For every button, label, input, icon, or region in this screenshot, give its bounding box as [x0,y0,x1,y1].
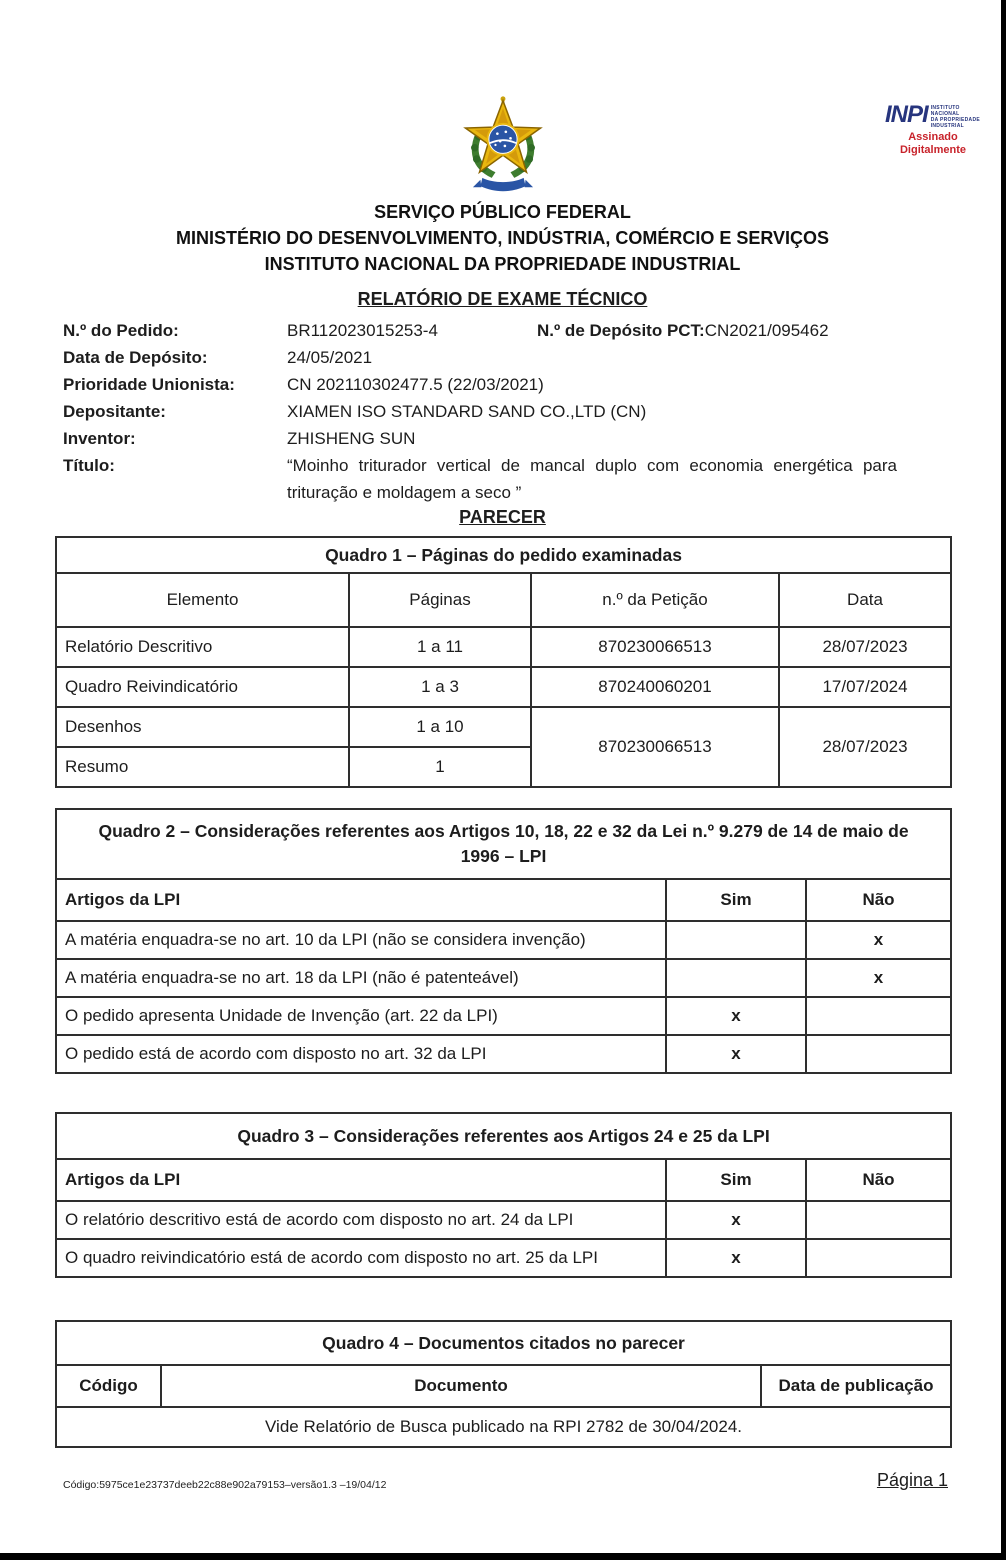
quadro1-title: Quadro 1 – Páginas do pedido examinadas [56,537,951,573]
org-line-ministry: MINISTÉRIO DO DESENVOLVIMENTO, INDÚSTRIA, COMÉRCIO E SERVIÇOS [175,228,830,248]
quadro1-table [55,536,952,788]
cell-search-report-note: Vide Relatório de Busca publicado na RPI 2782 de 30/04/2024. [56,1407,951,1447]
field-label-pct: N.º de Depósito PCT: [537,321,705,340]
cell-elemento: Quadro Reivindicatório [56,667,349,707]
scan-edge-bottom [0,1553,1006,1560]
table-row [56,1407,951,1447]
cell-sim: x [666,1201,806,1239]
col-header-data: Data [779,573,951,627]
cell-artigo: O pedido apresenta Unidade de Invenção (art. 22 da LPI) [56,997,666,1035]
quadro2-header-row [56,879,951,921]
field-label: Inventor: [63,429,136,448]
field-value: 24/05/2021 [287,348,373,367]
table-row [56,707,951,747]
cell-artigo: A matéria enquadra-se no art. 10 da LPI (não se considera invenção) [56,921,666,959]
col-header-artigos: Artigos da LPI [56,879,666,921]
inpi-logo [885,103,1006,157]
cell-peticao-merged: 870230066513 [531,707,779,787]
org-line-institute: INSTITUTO NACIONAL DA PROPRIEDADE INDUSTRIAL [264,254,741,274]
cell-paginas: 1 [349,747,531,787]
quadro1-header-row [56,573,951,627]
field-value-pct: CN2021/095462 [704,321,829,340]
cell-sim: x [666,997,806,1035]
cell-sim [666,959,806,997]
field-value: BR112023015253-4 [287,321,438,340]
field-value: “Moinho triturador vertical de mancal duplo com economia energética para trituração e moldagem a seco ” [287,456,897,502]
cell-nao [806,1035,951,1073]
field-label: Depositante: [63,402,166,421]
table-row [56,627,951,667]
cell-sim: x [666,1035,806,1073]
field-data-deposito [63,344,950,371]
table-row [56,1239,951,1277]
table-row [56,1201,951,1239]
cell-artigo: O quadro reivindicatório está de acordo com disposto no art. 25 da LPI [56,1239,666,1277]
field-inventor [63,425,950,452]
field-titulo [63,452,950,506]
cell-nao: x [806,959,951,997]
col-header-artigos: Artigos da LPI [56,1159,666,1201]
cell-artigo: O relatório descritivo está de acordo com disposto no art. 24 da LPI [56,1201,666,1239]
cell-sim: x [666,1239,806,1277]
field-prioridade [63,371,950,398]
digitally-signed-stamp: Assinado Digitalmente [899,131,966,156]
col-header-sim: Sim [666,879,806,921]
field-label: N.º do Pedido: [63,321,179,340]
page-footer [55,1470,950,1491]
quadro4-title: Quadro 4 – Documentos citados no parecer [56,1321,951,1365]
quadro3-title: Quadro 3 – Considerações referentes aos Artigos 24 e 25 da LPI [56,1113,951,1159]
report-title: RELATÓRIO DE EXAME TÉCNICO [357,289,648,309]
cell-elemento: Desenhos [56,707,349,747]
col-header-data-publicacao: Data de publicação [761,1365,951,1407]
field-value: CN 202110302477.5 (22/03/2021) [287,375,544,394]
cell-artigo: A matéria enquadra-se no art. 18 da LPI (não é patenteável) [56,959,666,997]
inpi-wordmark: INPI [885,101,928,128]
quadro3-header-row [56,1159,951,1201]
cell-data-merged: 28/07/2023 [779,707,951,787]
brazil-coat-of-arms-icon [456,95,550,193]
cell-sim [666,921,806,959]
field-depositante [63,398,950,425]
cell-nao [806,997,951,1035]
field-label: Prioridade Unionista: [63,375,235,394]
cell-elemento: Relatório Descritivo [56,627,349,667]
table-row [56,667,951,707]
col-header-nao: Não [806,879,951,921]
field-value: XIAMEN ISO STANDARD SAND CO.,LTD (CN) [287,402,647,421]
field-numero-pedido [63,317,950,344]
cell-artigo: O pedido está de acordo com disposto no art. 32 da LPI [56,1035,666,1073]
cell-peticao: 870230066513 [531,627,779,667]
quadro3-table [55,1112,952,1278]
field-label: Título: [63,456,115,475]
quadro4-table [55,1320,952,1448]
field-label: Data de Depósito: [63,348,208,367]
table-row [56,997,951,1035]
table-row [56,1035,951,1073]
cell-paginas: 1 a 11 [349,627,531,667]
quadro2-title: Quadro 2 – Considerações referentes aos Artigos 10, 18, 22 e 32 da Lei n.º 9.279 de 14 de maio de 1996 – LPI [56,809,951,879]
org-header-lines [55,199,950,277]
cell-paginas: 1 a 3 [349,667,531,707]
col-header-codigo: Código [56,1365,161,1407]
cell-data: 17/07/2024 [779,667,951,707]
parecer-heading: PARECER [459,507,546,527]
field-value: ZHISHENG SUN [287,429,416,448]
quadro4-header-row [56,1365,951,1407]
col-header-nao: Não [806,1159,951,1201]
cell-peticao: 870240060201 [531,667,779,707]
scan-edge-right [1001,0,1006,1560]
cell-nao [806,1239,951,1277]
table-row [56,921,951,959]
cell-nao [806,1201,951,1239]
cell-data: 28/07/2023 [779,627,951,667]
cell-paginas: 1 a 10 [349,707,531,747]
metadata-fields [55,317,950,506]
col-header-peticao: n.º da Petição [531,573,779,627]
table-row [56,959,951,997]
inpi-side-text: INSTITUTO NACIONAL DA PROPRIEDADE INDUSTRIAL [930,105,980,129]
col-header-sim: Sim [666,1159,806,1201]
cell-elemento: Resumo [56,747,349,787]
col-header-elemento: Elemento [56,573,349,627]
org-line-federal: SERVIÇO PÚBLICO FEDERAL [374,202,631,222]
col-header-documento: Documento [161,1365,761,1407]
quadro2-table [55,808,952,1074]
document-code: Código:5975ce1e23737deeb22c88e902a79153–versão1.3 –19/04/12 [63,1479,387,1491]
document-header [55,0,980,277]
page-number: Página 1 [876,1470,948,1490]
col-header-paginas: Páginas [349,573,531,627]
cell-nao: x [806,921,951,959]
